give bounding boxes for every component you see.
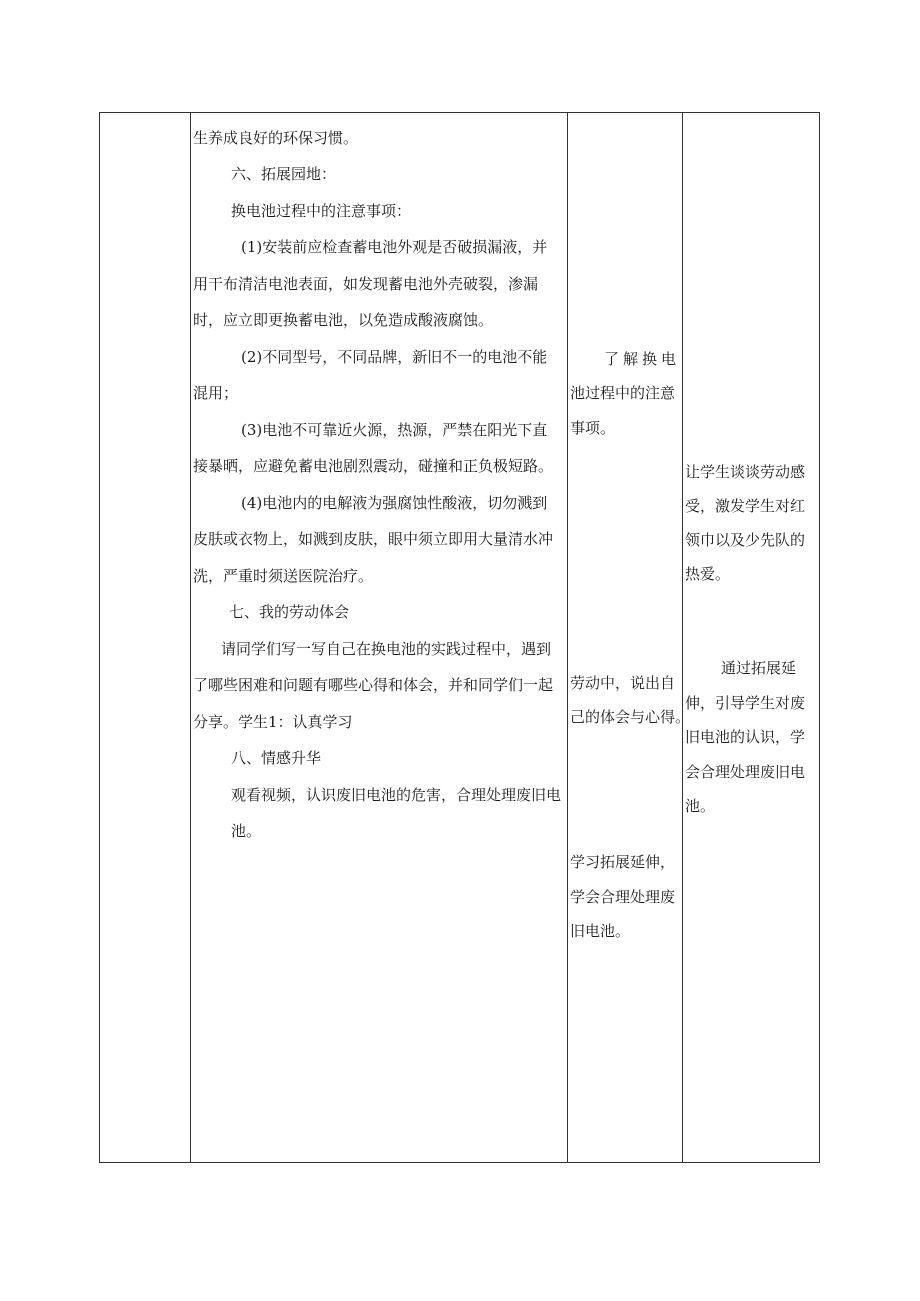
teaching-process-cell bbox=[191, 113, 567, 1162]
text-line: (2)不同型号，不同品牌，新旧不一的电池不能 bbox=[241, 348, 548, 366]
text-line: 学会合理处理废 bbox=[570, 888, 676, 906]
text-line: 时，应立即更换蓄电池，以免造成酸液腐蚀。 bbox=[193, 311, 494, 329]
text-line: (4)电池内的电解液为强腐蚀性酸液，切勿溅到 bbox=[241, 494, 548, 512]
text-line: 请同学们写一写自己在换电池的实践过程中，遇到 bbox=[221, 640, 552, 658]
text-line: 会合理处理废旧电 bbox=[685, 763, 806, 781]
text-line: 了解换电 bbox=[604, 350, 681, 368]
design-intent-cell bbox=[683, 113, 819, 1162]
text-line: 伸，引导学生对废 bbox=[685, 694, 806, 712]
text-line: (1)安装前应检查蓄电池外观是否破损漏液，并 bbox=[241, 238, 548, 256]
text-line: 混用； bbox=[193, 384, 239, 402]
text-line: (3)电池不可靠近火源，热源，严禁在阳光下直 bbox=[241, 421, 548, 439]
text-line: 己的体会与心得。 bbox=[570, 708, 691, 726]
text-line: 旧电池的认识，学 bbox=[685, 728, 806, 746]
section-heading: 七、我的劳动体会 bbox=[229, 603, 350, 621]
text-line: 洗，严重时须送医院治疗。 bbox=[193, 567, 374, 585]
text-line: 用干布清洁电池表面，如发现蓄电池外壳破裂，渗漏 bbox=[193, 275, 539, 293]
text-line: 皮肤或衣物上，如溅到皮肤，眼中须立即用大量清水冲 bbox=[193, 530, 554, 548]
text-line: 观看视频，认识废旧电池的危害，合理处理废旧电 bbox=[231, 786, 562, 804]
label-cell bbox=[100, 113, 190, 1162]
student-activity-cell bbox=[568, 113, 691, 1162]
text-line: 池。 bbox=[685, 797, 716, 815]
section-heading: 八、情感升华 bbox=[231, 749, 322, 767]
text-line: 热爱。 bbox=[685, 565, 731, 583]
text-line: 通过拓展延 bbox=[721, 659, 797, 677]
text-line: 池过程中的注意 bbox=[570, 384, 676, 402]
text-line: 事项。 bbox=[570, 419, 616, 437]
text-line: 受，激发学生对红 bbox=[685, 497, 806, 515]
text-line: 领巾以及少先队的 bbox=[685, 531, 806, 549]
lesson-table bbox=[99, 112, 820, 1163]
text-line: 生养成良好的环保习惯。 bbox=[193, 129, 359, 147]
text-line: 池。 bbox=[231, 822, 262, 840]
text-line: 学习拓展延伸， bbox=[570, 853, 676, 871]
text-line: 分享。学生1：认真学习 bbox=[193, 713, 353, 731]
text-line: 劳动中，说出自 bbox=[570, 674, 676, 692]
text-line: 了哪些困难和问题有哪些心得和体会，并和同学们一起 bbox=[193, 676, 554, 694]
text-line: 换电池过程中的注意事项： bbox=[231, 202, 412, 220]
section-heading: 六、拓展园地： bbox=[231, 165, 337, 183]
text-line: 让学生谈谈劳动感 bbox=[685, 463, 806, 481]
text-line: 接暴晒，应避免蓄电池剧烈震动，碰撞和正负极短路。 bbox=[193, 457, 554, 475]
text-line: 旧电池。 bbox=[570, 922, 631, 940]
